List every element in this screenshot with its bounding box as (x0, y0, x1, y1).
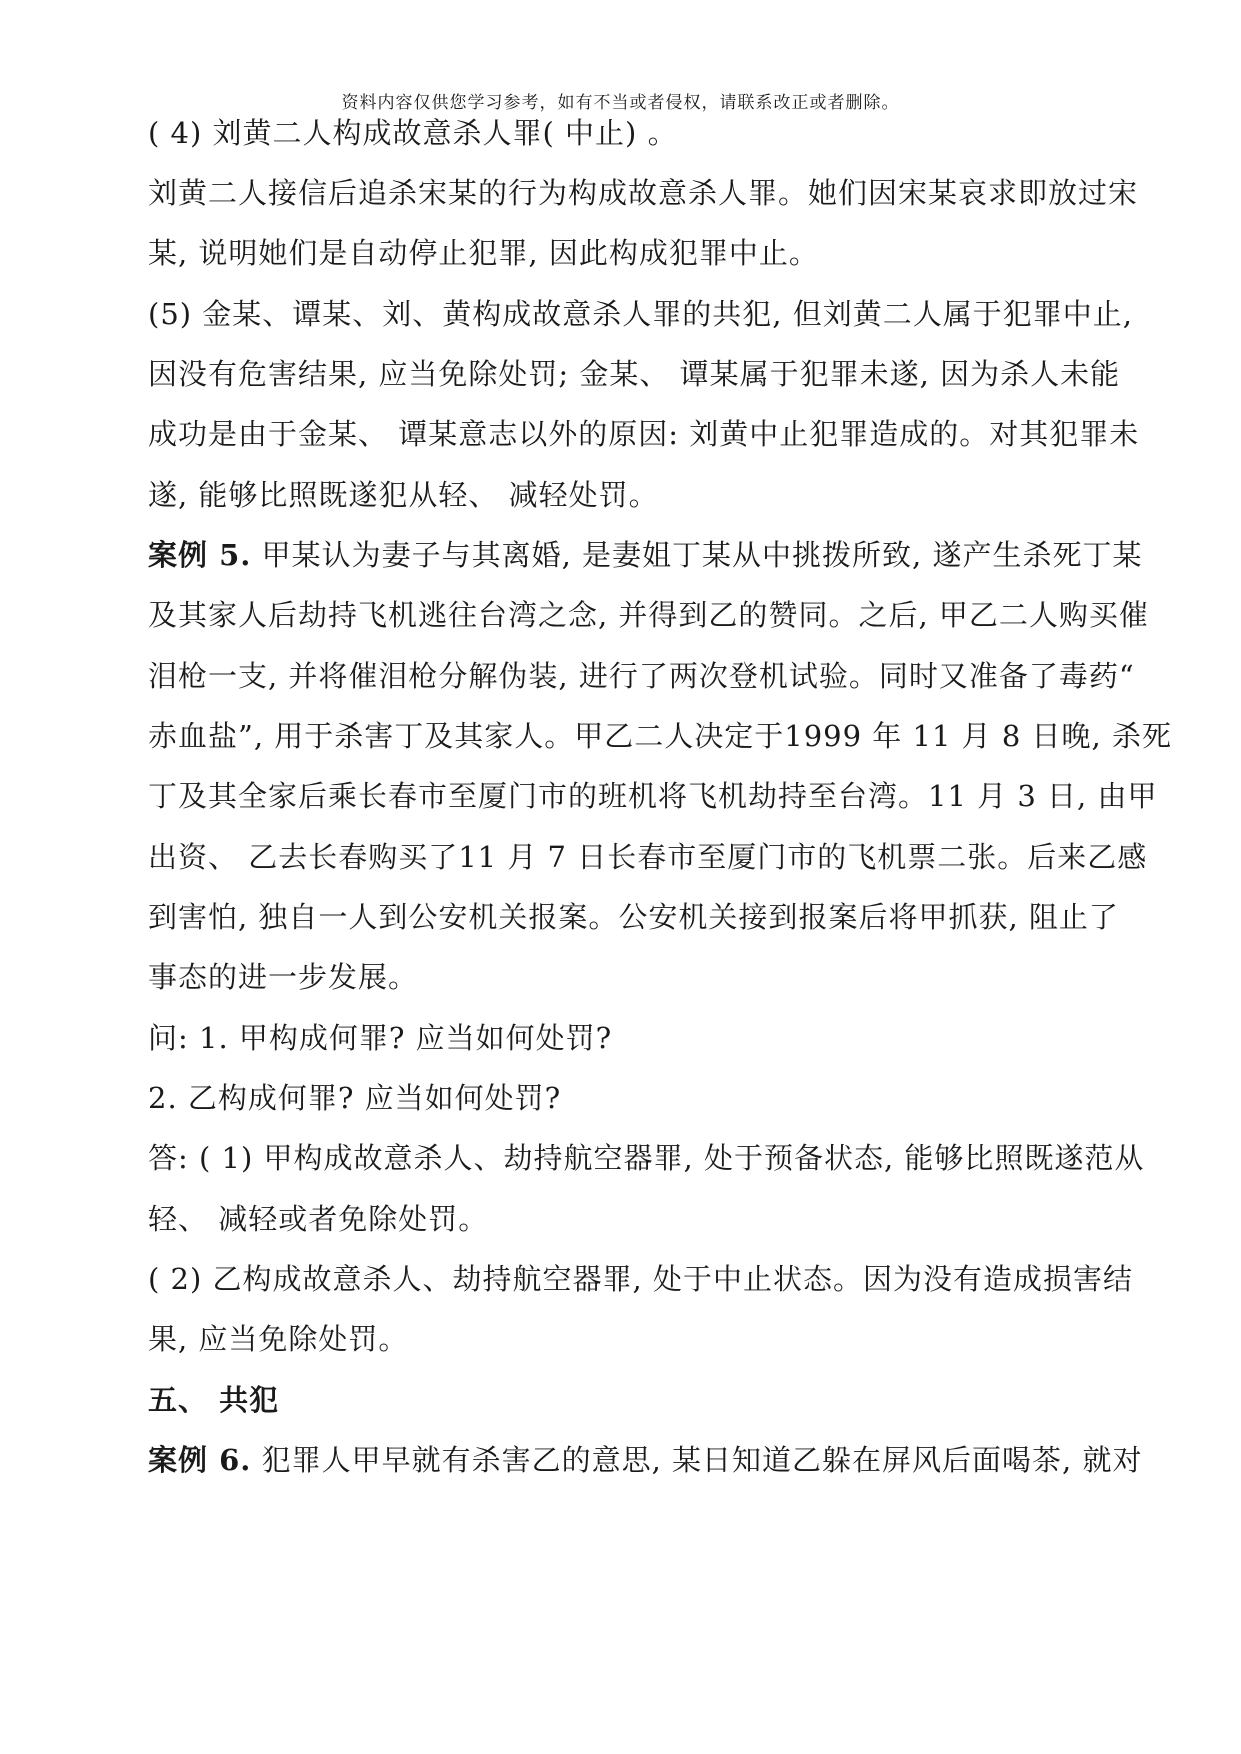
case-label: 案例 6. (148, 1443, 252, 1477)
text-line: 及其家人后劫持飞机逃往台湾之念, 并得到乙的赞同。之后, 甲乙二人购买催 (148, 598, 1149, 632)
text-line: 到害怕, 独自一人到公安机关报案。公安机关接到报案后将甲抓获, 阻止了 (148, 900, 1119, 934)
case-label: 案例 5. (148, 538, 252, 572)
text-line: (5) 金某、谭某、刘、黄构成故意杀人罪的共犯, 但刘黄二人属于犯罪中止, (148, 297, 1133, 331)
text-span: 甲某认为妻子与其离婚, 是妻姐丁某从中挑拨所致, 遂产生杀死丁某 (261, 538, 1143, 572)
answer-line: ( 2) 乙构成故意杀人、劫持航空器罪, 处于中止状态。因为没有造成损害结 (148, 1262, 1133, 1296)
text-line: 成功是由于金某、 谭某意志以外的原因: 刘黄中止犯罪造成的。对其犯罪未 (148, 417, 1140, 451)
answer-line: 轻、 减轻或者免除处罚。 (148, 1202, 489, 1236)
question-line: 2. 乙构成何罪? 应当如何处罚? (148, 1081, 562, 1115)
text-line: ( 4) 刘黄二人构成故意杀人罪( 中止) 。 (148, 116, 678, 150)
text-line: 刘黄二人接信后追杀宋某的行为构成故意杀人罪。她们因宋某哀求即放过宋 (148, 176, 1139, 210)
case-6-line (148, 1440, 1168, 1480)
question-line: 问: 1. 甲构成何罪? 应当如何处罚? (148, 1021, 613, 1055)
page-header: 资料内容仅供您学习参考，如有不当或者侵权，请联系改正或者删除。 (341, 93, 900, 113)
text-span: 犯罪人甲早就有杀害乙的意思, 某日知道乙躲在屏风后面喝茶, 就对 (261, 1443, 1143, 1477)
text-line: 丁及其全家后乘长春市至厦门市的班机将飞机劫持至台湾。11 月 3 日, 由甲 (148, 779, 1158, 813)
answer-line: 答: ( 1) 甲构成故意杀人、劫持航空器罪, 处于预备状态, 能够比照既遂范从 (148, 1141, 1145, 1175)
text-line: 因没有危害结果, 应当免除处罚; 金某、 谭某属于犯罪未遂, 因为杀人未能 (148, 357, 1121, 391)
text-line: 事态的进一步发展。 (148, 960, 419, 994)
section-heading: 五、 共犯 (148, 1383, 280, 1417)
case-5-line (148, 535, 1168, 575)
text-line: 赤血盐”, 用于杀害丁及其家人。甲乙二人决定于1999 年 11 月 8 日晚, 杀死 (148, 719, 1172, 753)
text-line: 遂, 能够比照既遂犯从轻、 减轻处罚。 (148, 478, 659, 512)
answer-line: 果, 应当免除处罚。 (148, 1322, 409, 1356)
text-line: 某, 说明她们是自动停止犯罪, 因此构成犯罪中止。 (148, 236, 819, 270)
text-line: 泪枪一支, 并将催泪枪分解伪装, 进行了两次登机试验。同时又准备了毒药“ (148, 659, 1135, 693)
text-line: 出资、 乙去长春购买了11 月 7 日长春市至厦门市的飞机票二张。后来乙感 (148, 840, 1148, 874)
